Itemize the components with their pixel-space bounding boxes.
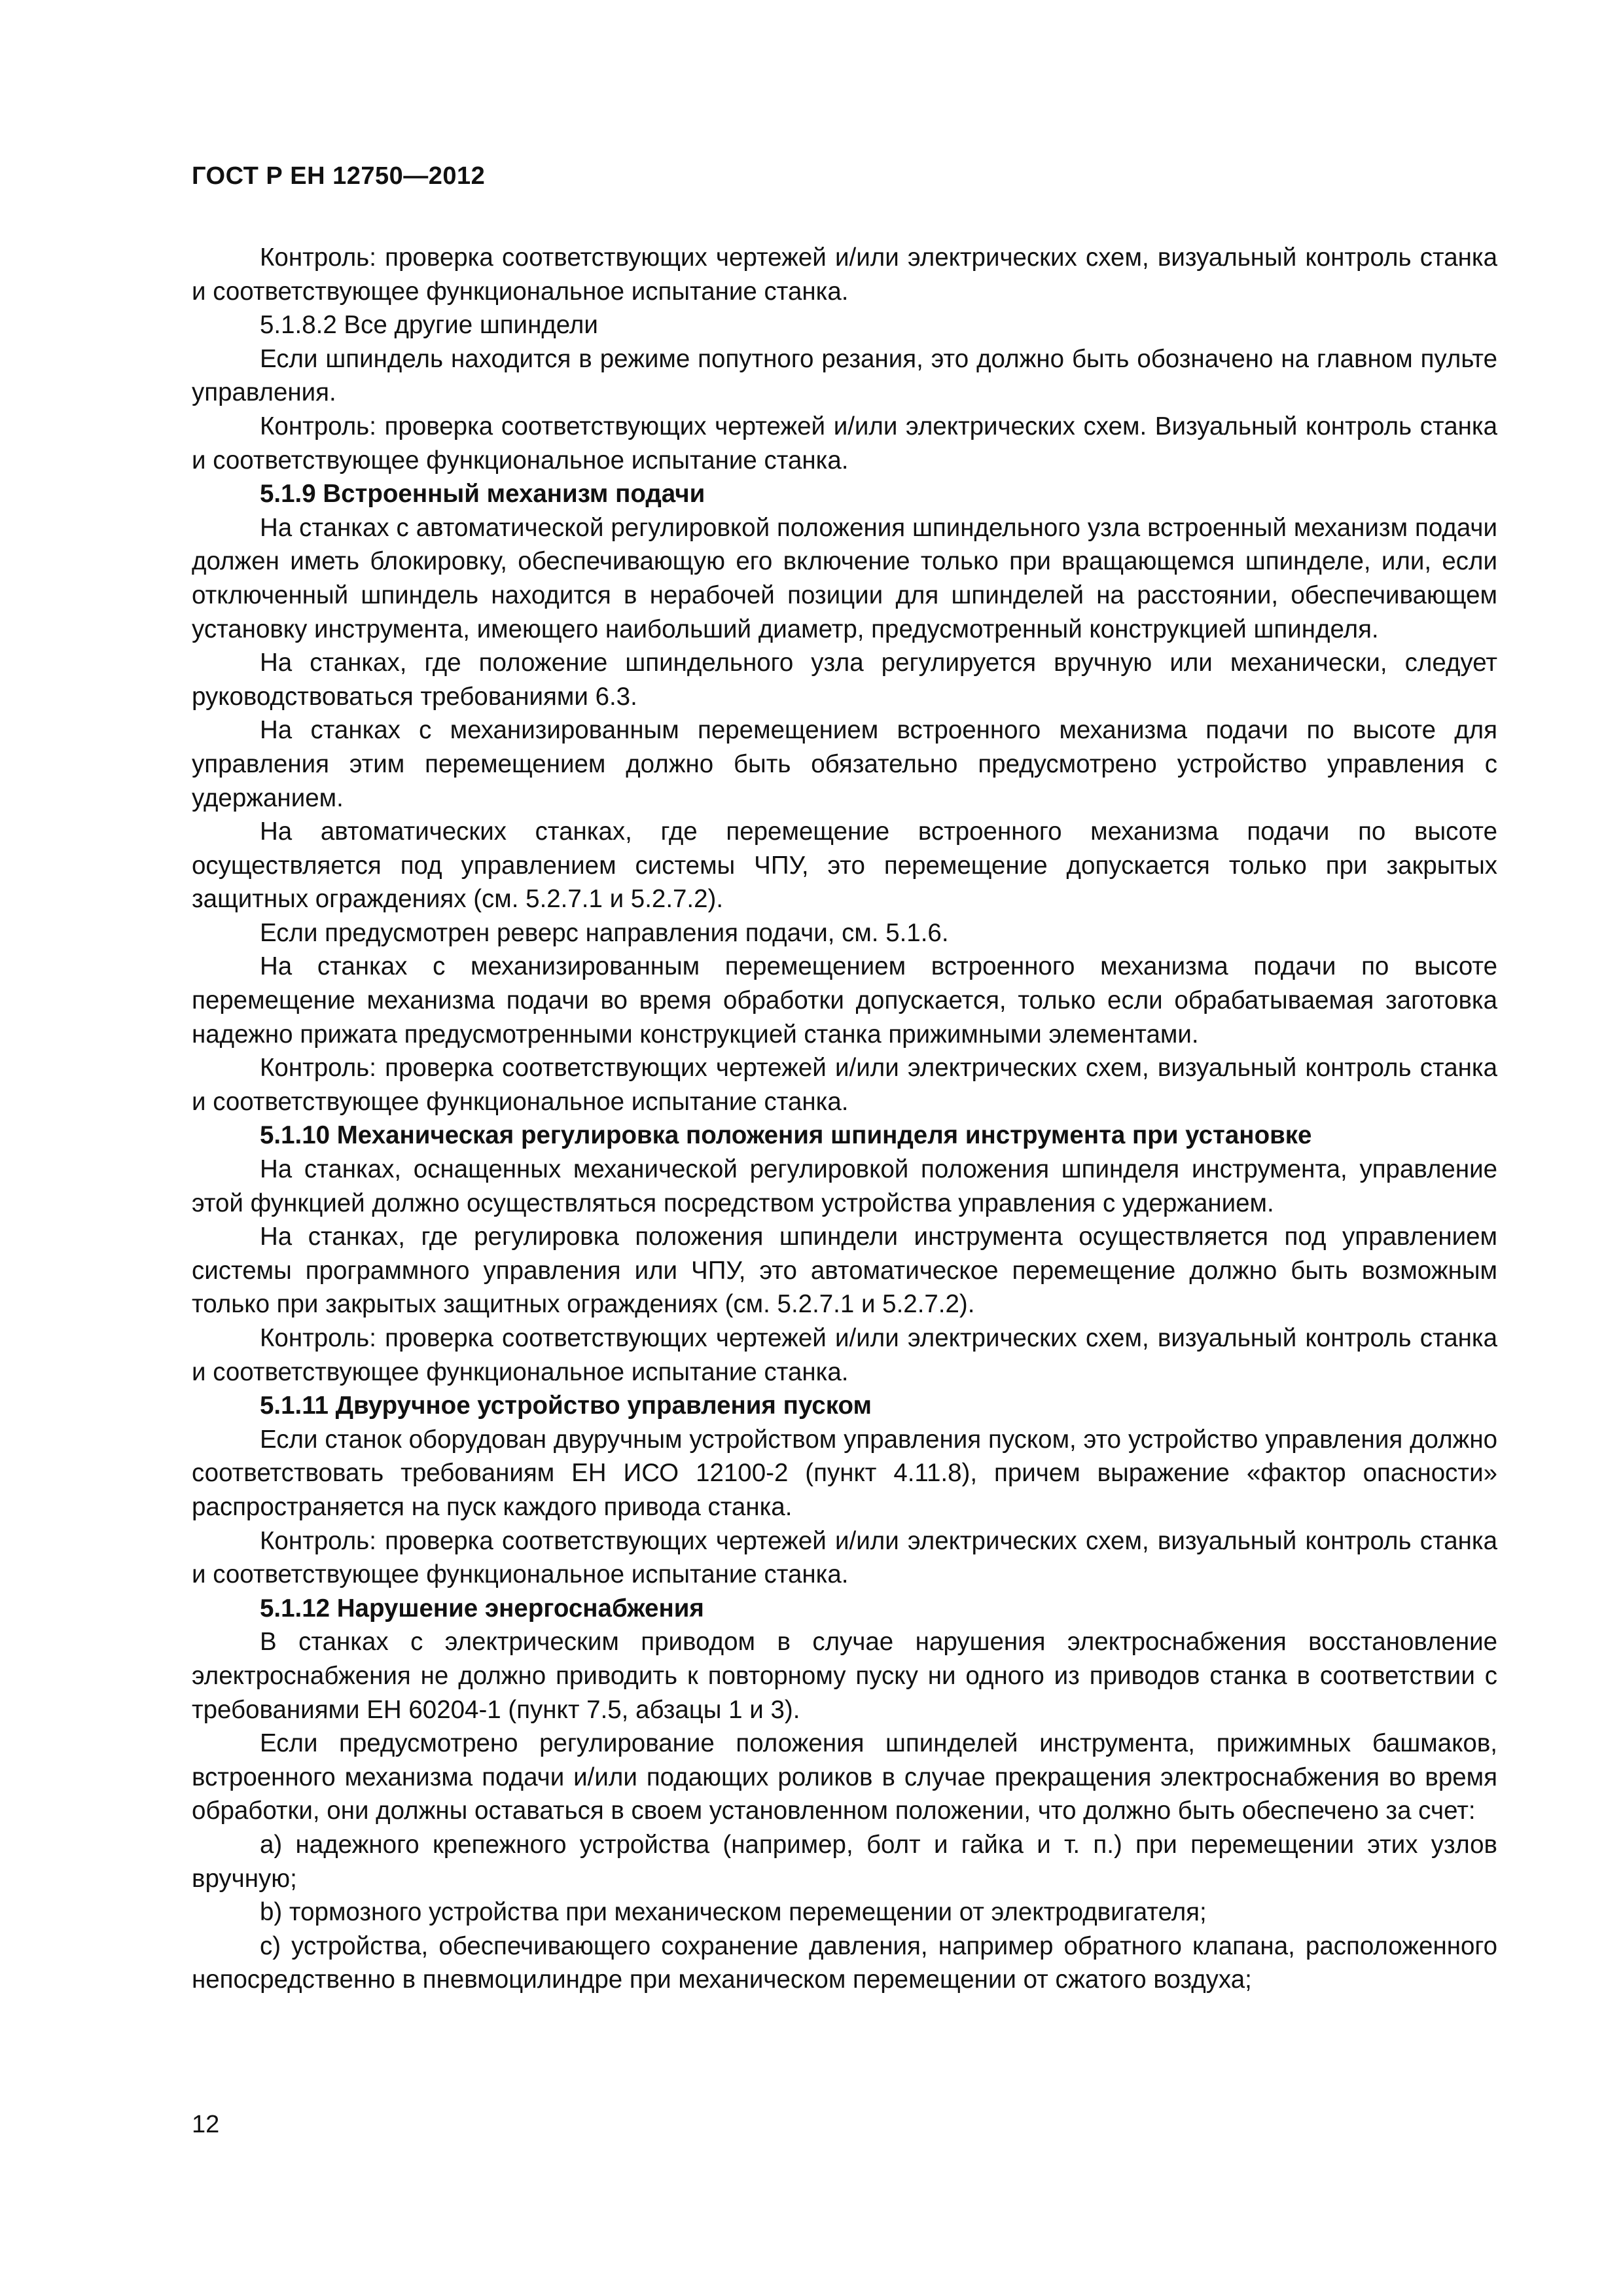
paragraph: На станках с механизированным перемещением встроенного механизма подачи по высоте перемещение механизма подачи во время обработки допускается, только если обрабатываемая заготовка надежно прижата предусмотренными конструкцией станка прижимными элементами. <box>192 952 1497 1049</box>
paragraph-control: Контроль: проверка соответствующих чертежей и/или электрических схем, визуальный контроль станка и соответствующее функциональное испытание станка. <box>192 1526 1497 1589</box>
paragraph: На станках с автоматической регулировкой положения шпиндельного узла встроенный механизм подачи должен иметь блокировку, обеспечивающую его включение только при вращающемся шпинделе, или, если отключенный шпиндель находится в нерабочей позиции для шпинделей на расстоянии, обеспечивающем установку инструмента, имеющего наибольший диаметр, предусмотренный конструкцией шпинделя. <box>192 513 1497 643</box>
list-item-c: c) устройства, обеспечивающего сохранение давления, например обратного клапана, расположенного непосредственно в пневмоцилиндре при механическом перемещении от сжатого воздуха; <box>192 1931 1497 1994</box>
section-heading-5-1-12: 5.1.12 Нарушение энергоснабжения <box>260 1594 704 1623</box>
paragraph: На станках, оснащенных механической регулировкой положения шпинделя инструмента, управление этой функцией должно осуществляться посредством устройства управления с удержанием. <box>192 1155 1497 1217</box>
paragraph-control: Контроль: проверка соответствующих чертежей и/или электрических схем, визуальный контроль станка и соответствующее функциональное испытание станка. <box>192 1324 1497 1386</box>
document-header: ГОСТ Р ЕН 12750—2012 <box>192 162 486 190</box>
document-body <box>192 241 1497 1997</box>
section-heading-5-1-10: 5.1.10 Механическая регулировка положения шпинделя инструмента при установке <box>260 1121 1312 1150</box>
paragraph-control: Контроль: проверка соответствующих чертежей и/или электрических схем, визуальный контроль станка и соответствующее функциональное испытание станка. <box>192 1054 1497 1116</box>
paragraph: Если предусмотрено регулирование положения шпинделей инструмента, прижимных башмаков, встроенного механизма подачи и/или подающих роликов в случае прекращения электроснабжения во время обработки, они должны оставаться в своем установленном положении, что должно быть обеспечено за счет: <box>192 1729 1497 1825</box>
section-heading-5-1-9: 5.1.9 Встроенный механизм подачи <box>260 480 705 509</box>
section-heading-5-1-11: 5.1.11 Двуручное устройство управления пуском <box>260 1391 872 1420</box>
paragraph: Если шпиндель находится в режиме попутного резания, это должно быть обозначено на главном пульте управления. <box>192 344 1497 407</box>
list-item-b: b) тормозного устройства при механическом перемещении от электродвигателя; <box>260 1898 1207 1927</box>
page-number: 12 <box>192 2111 220 2138</box>
subsection-5-1-8-2: 5.1.8.2 Все другие шпиндели <box>260 311 598 340</box>
paragraph: На станках с механизированным перемещением встроенного механизма подачи по высоте для управления этим перемещением должно быть обязательно предусмотрено устройство управления с удержанием. <box>192 716 1497 812</box>
paragraph: На станках, где регулировка положения шпиндели инструмента осуществляется под управлением системы программного управления или ЧПУ, это автоматическое перемещение должно быть возможным только при закрытых защитных ограждениях (см. 5.2.7.1 и 5.2.7.2). <box>192 1223 1497 1319</box>
paragraph: Если станок оборудован двуручным устройством управления пуском, это устройство управления должно соответствовать требованиям ЕН ИСО 12100-2 (пункт 4.11.8), причем выражение «фактор опасности» распространяется на пуск каждого привода станка. <box>192 1425 1497 1521</box>
paragraph: На станках, где положение шпиндельного узла регулируется вручную или механически, следует руководствоваться требованиями 6.3. <box>192 649 1497 711</box>
paragraph: В станках с электрическим приводом в случае нарушения электроснабжения восстановление электроснабжения не должно приводить к повторному пуску ни одного из приводов станка в соответствии с требованиями ЕН 60204-1 (пункт 7.5, абзацы 1 и 3). <box>192 1628 1497 1724</box>
paragraph: Если предусмотрен реверс направления подачи, см. 5.1.6. <box>260 918 949 947</box>
paragraph: На автоматических станках, где перемещение встроенного механизма подачи по высоте осуществляется под управлением системы ЧПУ, это перемещение допускается только при закрытых защитных ограждениях (см. 5.2.7.1 и 5.2.7.2). <box>192 817 1497 914</box>
paragraph-control: Контроль: проверка соответствующих чертежей и/или электрических схем. Визуальный контроль станка и соответствующее функциональное испытание станка. <box>192 412 1497 475</box>
list-item-a: a) надежного крепежного устройства (например, болт и гайка и т. п.) при перемещении этих узлов вручную; <box>192 1830 1497 1893</box>
paragraph-control-5-1-8-1: Контроль: проверка соответствующих чертежей и/или электрических схем, визуальный контроль станка и соответствующее функциональное испытание станка. <box>192 243 1497 306</box>
